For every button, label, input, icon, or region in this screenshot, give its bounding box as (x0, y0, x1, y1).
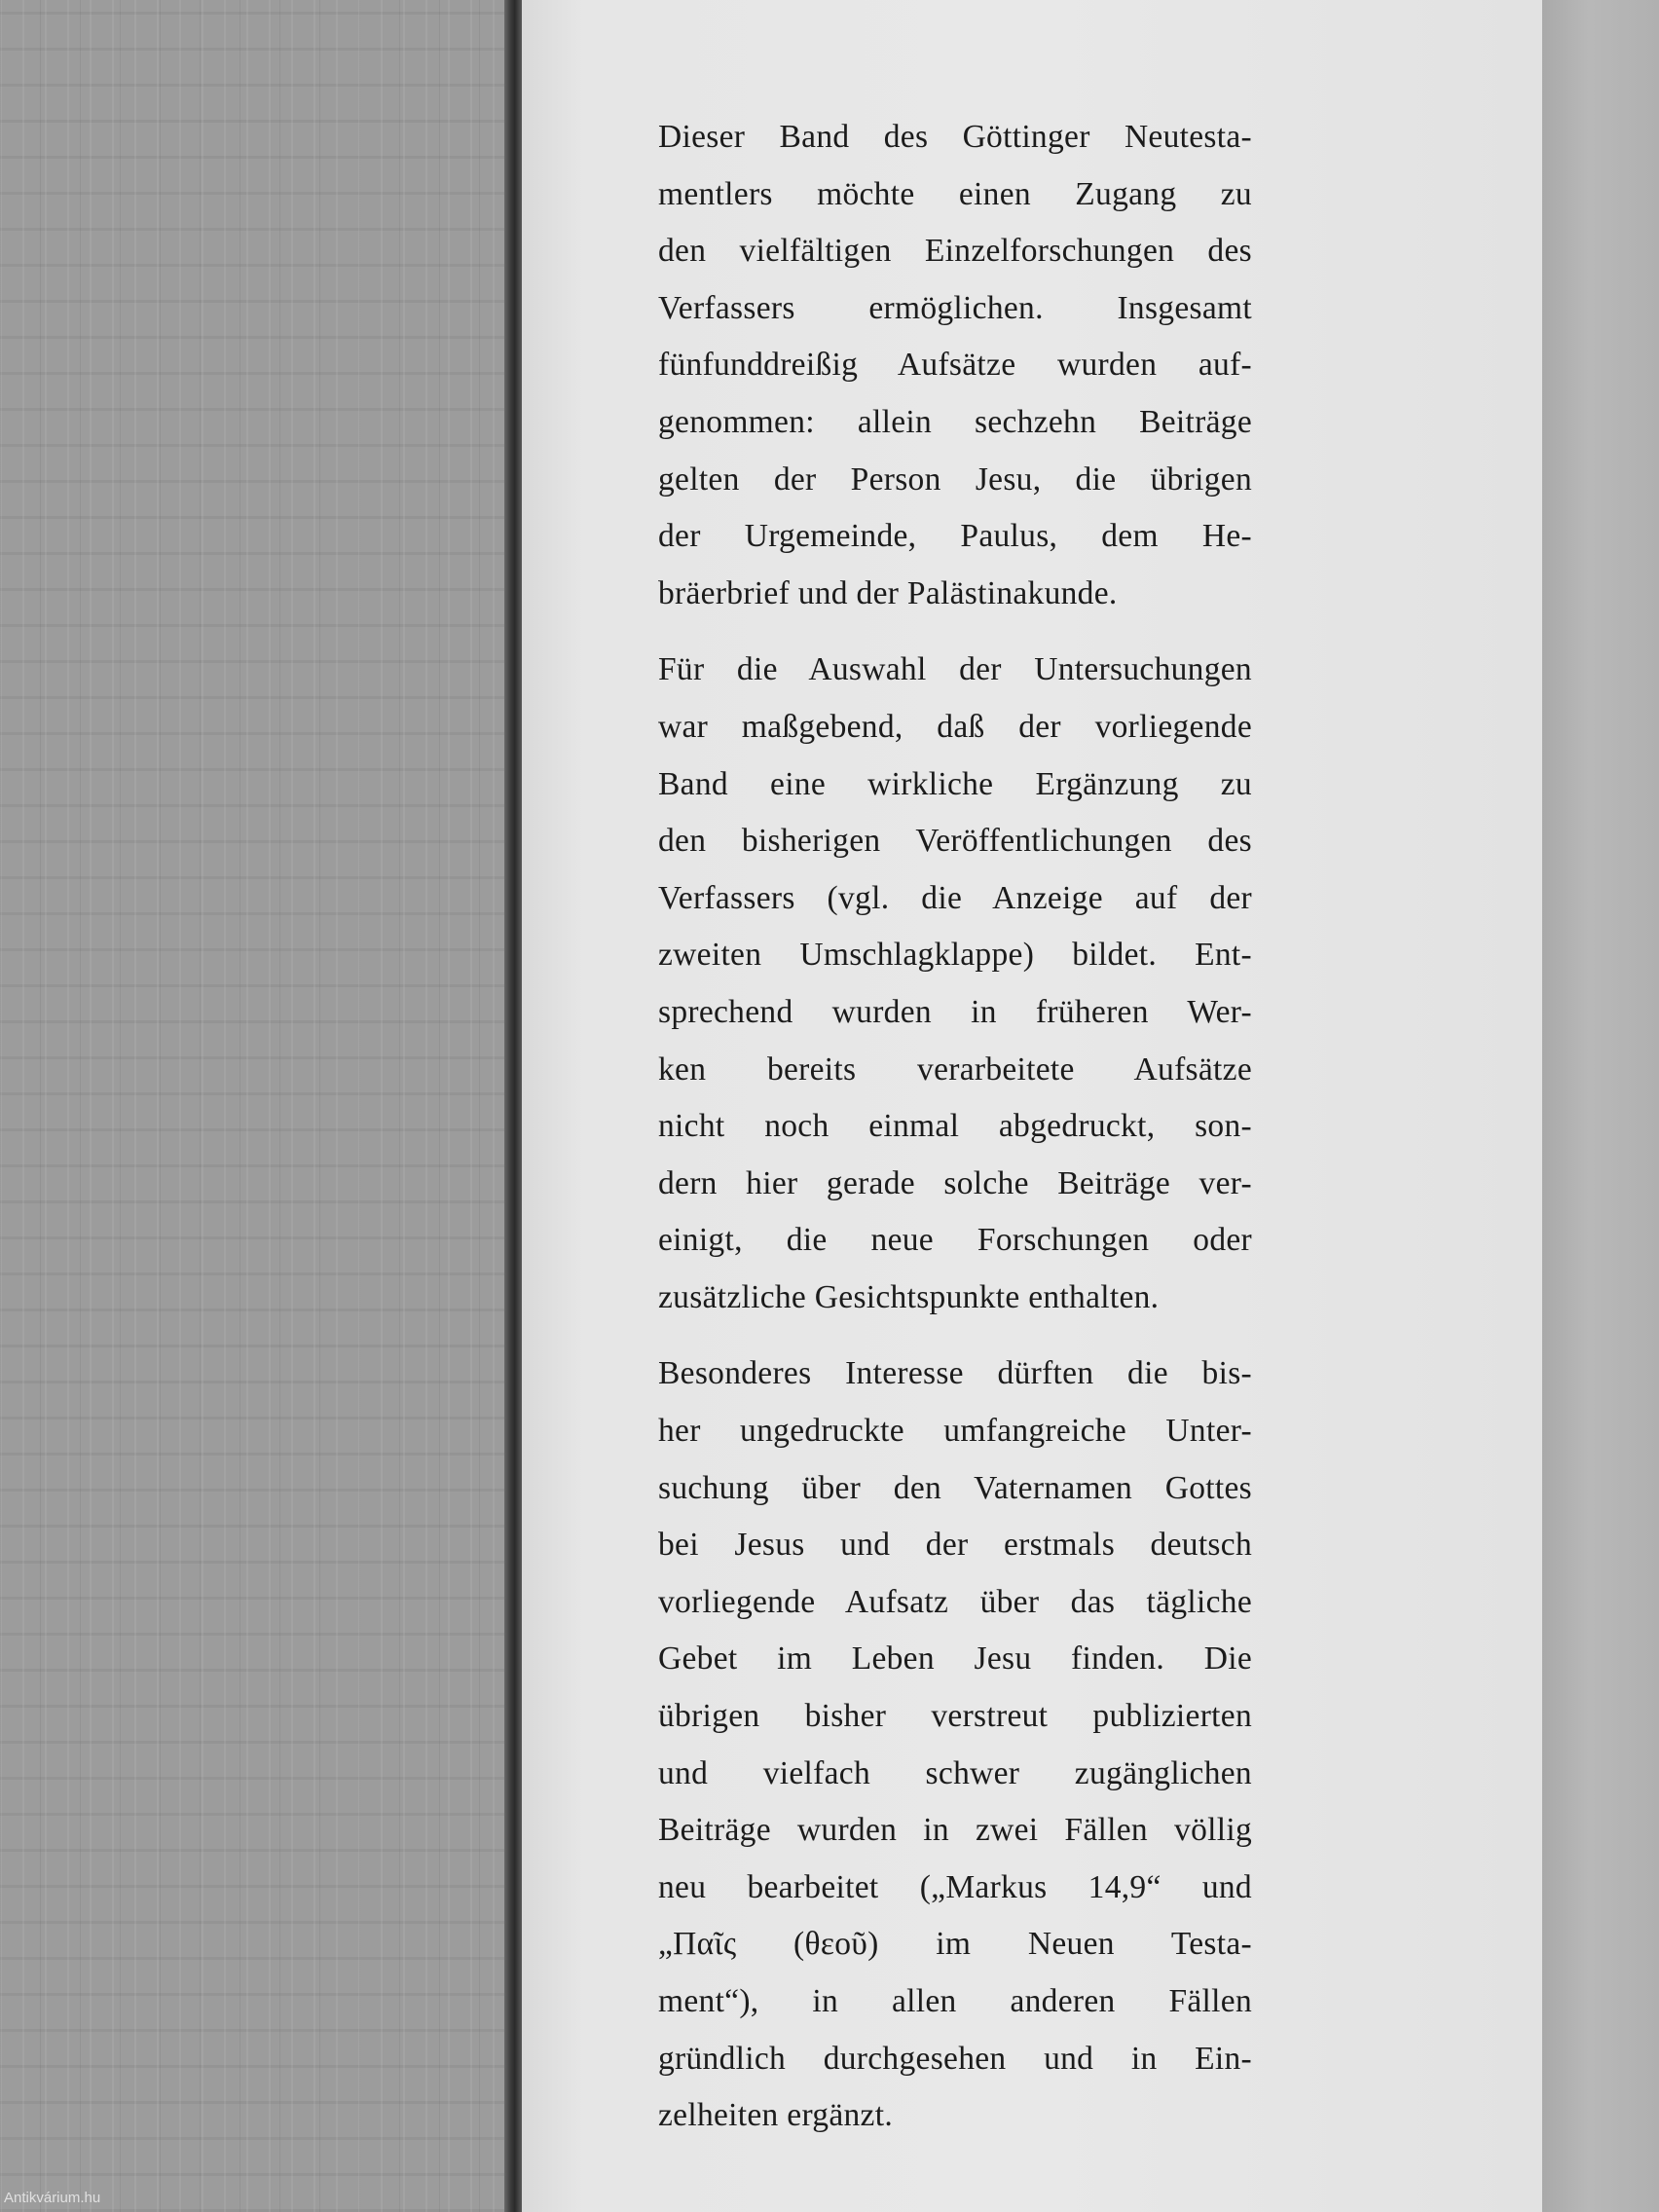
text-line: suchung über den Vaternamen Gottes (658, 1469, 1252, 1506)
paragraph-2 (658, 642, 1252, 1326)
text-line: „Παῖς (θεοῦ) im Neuen Testa- (658, 1926, 1252, 1963)
text-line: den vielfältigen Einzelforschungen des (658, 233, 1252, 270)
text-line: Dieser Band des Göttinger Neutesta- (658, 119, 1252, 155)
left-cover-panel (0, 0, 506, 2212)
text-line: nicht noch einmal abgedruckt, son- (658, 1108, 1252, 1145)
text-line: der Urgemeinde, Paulus, dem He- (658, 518, 1252, 555)
text-line: Gebet im Leben Jesu finden. Die (658, 1641, 1252, 1677)
text-line: Band eine wirkliche Ergänzung zu (658, 765, 1252, 802)
text-line: neu bearbeitet („Markus 14,9“ und (658, 1868, 1252, 1905)
text-line: zelheiten ergänzt. (658, 2097, 894, 2134)
text-line: fünfunddreißig Aufsätze wurden auf- (658, 347, 1252, 384)
text-line: dern hier gerade solche Beiträge ver- (658, 1164, 1252, 1201)
watermark-text: Antikvárium.hu (4, 2190, 101, 2206)
text-line: zweiten Umschlagklappe) bildet. Ent- (658, 937, 1252, 974)
text-line: und vielfach schwer zugänglichen (658, 1754, 1252, 1791)
text-line: übrigen bisher verstreut publizierten (658, 1698, 1252, 1735)
text-line: vorliegende Aufsatz über das tägliche (658, 1583, 1252, 1620)
text-line: bräerbrief und der Palästinakunde. (658, 574, 1118, 611)
text-line: gelten der Person Jesu, die übrigen (658, 461, 1252, 498)
text-line: gründlich durchgesehen und in Ein- (658, 2040, 1252, 2077)
text-line: bei Jesus und der erstmals deutsch (658, 1527, 1252, 1564)
text-line: genommen: allein sechzehn Beiträge (658, 403, 1252, 440)
text-line: einigt, die neue Forschungen oder (658, 1222, 1252, 1259)
right-cover-edge (1542, 0, 1659, 2212)
text-line: her ungedruckte umfangreiche Unter- (658, 1413, 1252, 1450)
text-line: Für die Auswahl der Untersuchungen (658, 651, 1252, 688)
text-line: war maßgebend, daß der vorliegende (658, 708, 1252, 745)
body-text (658, 109, 1252, 2164)
text-line: den bisherigen Veröffentlichungen des (658, 823, 1252, 860)
paragraph-3 (658, 1346, 1252, 2144)
text-line: ken bereits verarbeitete Aufsätze (658, 1051, 1252, 1088)
text-line: zusätzliche Gesichtspunkte enthalten. (658, 1278, 1160, 1315)
paragraph-1 (658, 109, 1252, 622)
text-line: sprechend wurden in früheren Wer- (658, 993, 1252, 1030)
text-line: mentlers möchte einen Zugang zu (658, 175, 1252, 212)
page-spine-shadow (504, 0, 522, 2212)
text-line: ment“), in allen anderen Fällen (658, 1983, 1252, 2019)
text-line: Verfassers (vgl. die Anzeige auf der (658, 879, 1252, 916)
text-line: Beiträge wurden in zwei Fällen völlig (658, 1812, 1252, 1849)
text-line: Besonderes Interesse dürften die bis- (658, 1355, 1252, 1392)
text-line: Verfassers ermöglichen. Insgesamt (658, 289, 1252, 326)
